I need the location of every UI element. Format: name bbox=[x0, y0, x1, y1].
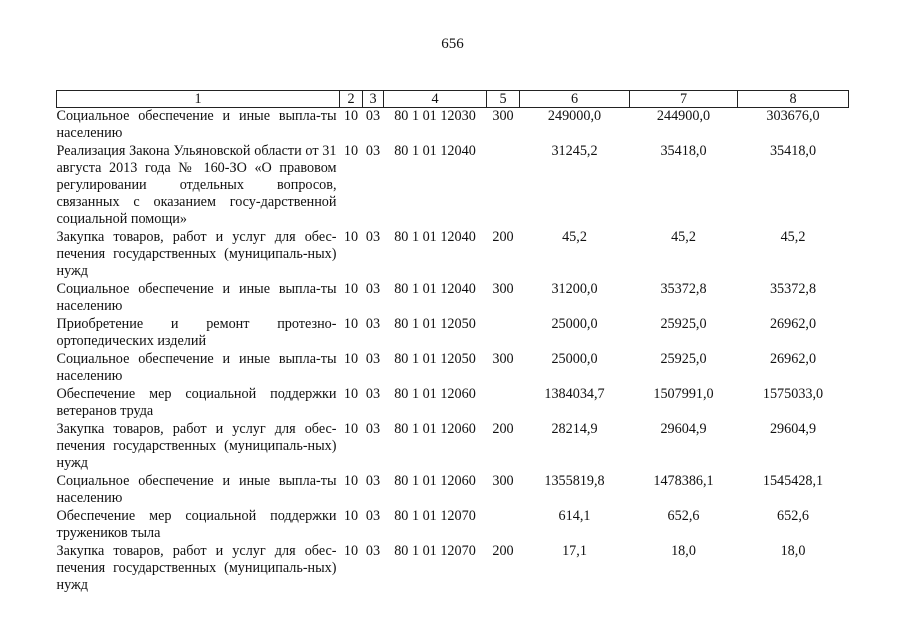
table-row bbox=[57, 473, 849, 508]
column-header: 1 bbox=[57, 91, 340, 108]
amount-col-7: 18,0 bbox=[671, 543, 696, 559]
amount-col-8: 26962,0 bbox=[769, 351, 817, 367]
amount-col-7: 25925,0 bbox=[660, 351, 707, 367]
amount-col-8: 652,6 bbox=[777, 508, 809, 524]
expense-type-code: 200 bbox=[492, 543, 514, 559]
expense-type-code: 200 bbox=[492, 421, 514, 437]
subsection-code: 03 bbox=[365, 473, 381, 489]
amount-col-8: 29604,9 bbox=[769, 421, 817, 437]
row-name: Закупка товаров, работ и услуг для обес-печения государственных (муниципаль-ных) нужд bbox=[56, 543, 337, 593]
column-header: 8 bbox=[738, 91, 849, 108]
column-header: 7 bbox=[630, 91, 738, 108]
subsection-code: 03 bbox=[365, 108, 381, 124]
table-row bbox=[57, 281, 849, 316]
amount-col-7: 35372,8 bbox=[660, 281, 707, 297]
target-article-code: 80 1 01 12040 bbox=[394, 143, 476, 159]
row-name: Социальное обеспечение и иные выпла-ты населению bbox=[56, 351, 337, 384]
table-row bbox=[57, 229, 849, 281]
amount-col-8: 1545428,1 bbox=[762, 473, 824, 489]
table-row bbox=[57, 421, 849, 473]
row-name: Приобретение и ремонт протезно-ортопедических изделий bbox=[56, 316, 337, 349]
table-row bbox=[57, 386, 849, 421]
column-header: 2 bbox=[340, 91, 363, 108]
amount-col-7: 35418,0 bbox=[660, 143, 707, 159]
budget-table bbox=[56, 90, 849, 595]
row-name: Реализация Закона Ульяновской области от 31 августа 2013 года № 160-ЗО «О правовом регулировании отдельных вопросов, связанных с оказанием госу-дарственной социальной помощи» bbox=[56, 143, 337, 227]
target-article-code: 80 1 01 12070 bbox=[394, 543, 476, 559]
expense-type-code bbox=[487, 386, 520, 421]
target-article-code: 80 1 01 12030 bbox=[394, 108, 476, 124]
amount-col-6: 1384034,7 bbox=[544, 386, 605, 402]
expense-type-code bbox=[487, 143, 520, 229]
subsection-code: 03 bbox=[365, 143, 381, 159]
expense-type-code bbox=[487, 508, 520, 543]
amount-col-8: 35418,0 bbox=[769, 143, 817, 159]
section-code: 10 bbox=[343, 543, 359, 559]
amount-col-8: 18,0 bbox=[780, 543, 806, 559]
table-row bbox=[57, 316, 849, 351]
subsection-code: 03 bbox=[365, 316, 381, 332]
subsection-code: 03 bbox=[365, 229, 381, 245]
target-article-code: 80 1 01 12060 bbox=[394, 386, 476, 402]
table-row bbox=[57, 508, 849, 543]
target-article-code: 80 1 01 12050 bbox=[394, 351, 476, 367]
amount-col-6: 614,1 bbox=[558, 508, 591, 524]
subsection-code: 03 bbox=[365, 421, 381, 437]
amount-col-6: 31200,0 bbox=[551, 281, 598, 297]
subsection-code: 03 bbox=[365, 281, 381, 297]
section-code: 10 bbox=[343, 351, 359, 367]
page-number: 656 bbox=[441, 36, 464, 52]
amount-col-8: 303676,0 bbox=[766, 108, 820, 124]
amount-col-8: 35372,8 bbox=[769, 281, 817, 297]
amount-col-7: 29604,9 bbox=[660, 421, 707, 437]
row-name: Обеспечение мер социальной поддержки ветеранов труда bbox=[56, 386, 337, 419]
section-code: 10 bbox=[343, 421, 359, 437]
row-name: Социальное обеспечение и иные выпла-ты населению bbox=[56, 281, 337, 314]
table-row bbox=[57, 143, 849, 229]
expense-type-code: 300 bbox=[492, 108, 514, 124]
target-article-code: 80 1 01 12070 bbox=[394, 508, 476, 524]
section-code: 10 bbox=[343, 473, 359, 489]
amount-col-8: 1575033,0 bbox=[762, 386, 824, 402]
section-code: 10 bbox=[343, 386, 359, 402]
section-code: 10 bbox=[343, 281, 359, 297]
amount-col-6: 28214,9 bbox=[551, 421, 598, 437]
target-article-code: 80 1 01 12040 bbox=[394, 229, 476, 245]
section-code: 10 bbox=[343, 508, 359, 524]
amount-col-6: 25000,0 bbox=[551, 351, 598, 367]
amount-col-6: 249000,0 bbox=[547, 108, 602, 124]
table-row bbox=[57, 543, 849, 595]
section-code: 10 bbox=[343, 143, 359, 159]
amount-col-6: 1355819,8 bbox=[544, 473, 605, 489]
row-name: Закупка товаров, работ и услуг для обес-печения государственных (муниципаль-ных) нужд bbox=[56, 229, 337, 279]
amount-col-7: 652,6 bbox=[667, 508, 700, 524]
column-header: 3 bbox=[363, 91, 384, 108]
amount-col-6: 25000,0 bbox=[551, 316, 598, 332]
amount-col-6: 17,1 bbox=[562, 543, 587, 559]
subsection-code: 03 bbox=[365, 508, 381, 524]
row-name: Закупка товаров, работ и услуг для обес-печения государственных (муниципаль-ных) нужд bbox=[56, 421, 337, 471]
amount-col-8: 26962,0 bbox=[769, 316, 817, 332]
table-body bbox=[57, 108, 849, 596]
amount-col-7: 1507991,0 bbox=[653, 386, 714, 402]
target-article-code: 80 1 01 12060 bbox=[394, 421, 476, 437]
table-header-row bbox=[57, 91, 849, 108]
table-row bbox=[57, 351, 849, 386]
amount-col-6: 31245,2 bbox=[551, 143, 598, 159]
expense-type-code: 200 bbox=[492, 229, 514, 245]
target-article-code: 80 1 01 12060 bbox=[394, 473, 476, 489]
subsection-code: 03 bbox=[365, 386, 381, 402]
row-name: Социальное обеспечение и иные выпла-ты населению bbox=[56, 108, 337, 141]
row-name: Социальное обеспечение и иные выпла-ты населению bbox=[56, 473, 337, 506]
section-code: 10 bbox=[343, 108, 359, 124]
amount-col-6: 45,2 bbox=[562, 229, 587, 245]
subsection-code: 03 bbox=[365, 543, 381, 559]
subsection-code: 03 bbox=[365, 351, 381, 367]
expense-type-code: 300 bbox=[492, 473, 514, 489]
expense-type-code: 300 bbox=[492, 351, 514, 367]
row-name: Обеспечение мер социальной поддержки тружеников тыла bbox=[56, 508, 337, 541]
section-code: 10 bbox=[343, 316, 359, 332]
column-header: 5 bbox=[487, 91, 520, 108]
table-row bbox=[57, 108, 849, 144]
column-header: 4 bbox=[384, 91, 487, 108]
target-article-code: 80 1 01 12040 bbox=[394, 281, 476, 297]
amount-col-7: 25925,0 bbox=[660, 316, 707, 332]
expense-type-code bbox=[487, 316, 520, 351]
section-code: 10 bbox=[343, 229, 359, 245]
amount-col-8: 45,2 bbox=[780, 229, 806, 245]
expense-type-code: 300 bbox=[492, 281, 514, 297]
amount-col-7: 244900,0 bbox=[656, 108, 711, 124]
amount-col-7: 45,2 bbox=[671, 229, 696, 245]
amount-col-7: 1478386,1 bbox=[653, 473, 714, 489]
column-header: 6 bbox=[520, 91, 630, 108]
target-article-code: 80 1 01 12050 bbox=[394, 316, 476, 332]
